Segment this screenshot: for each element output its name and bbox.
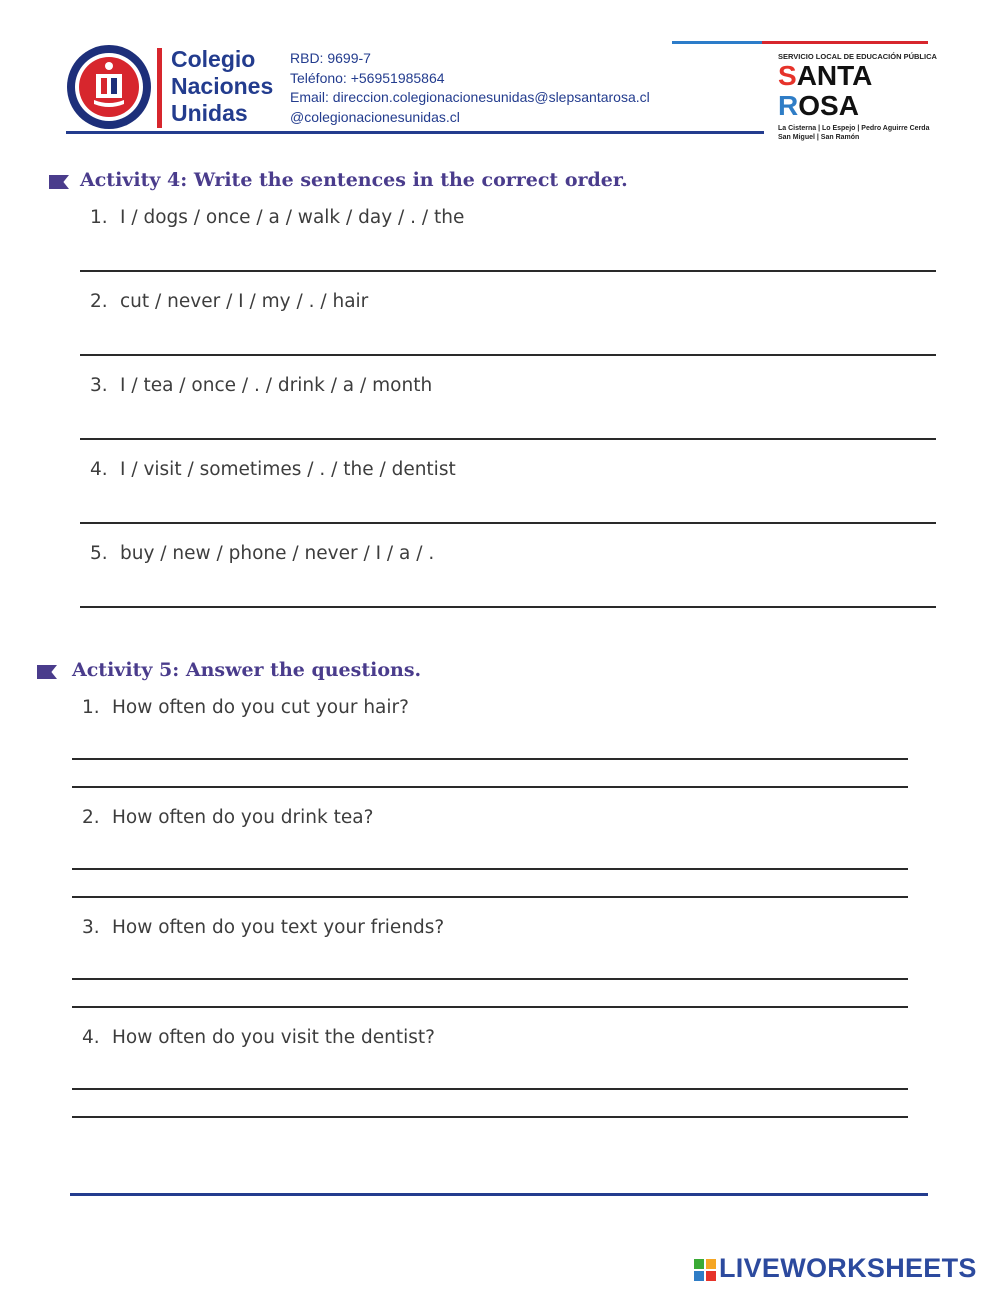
- activity-5-flag-icon: [37, 665, 57, 679]
- activity-4-title: Activity 4: Write the sentences in the correct order.: [80, 169, 628, 191]
- answer-line[interactable]: [72, 758, 908, 760]
- item-text: How often do you text your friends?: [112, 917, 445, 938]
- header-accent-line-blue: [672, 41, 762, 44]
- item-text: How often do you drink tea?: [112, 807, 374, 828]
- activity-4-item-2: [90, 291, 368, 312]
- item-number: 1.: [82, 697, 100, 718]
- item-number: 2.: [82, 807, 100, 828]
- activity-4-flag-icon: [49, 175, 69, 189]
- school-name-line-2: Naciones: [171, 73, 274, 99]
- activity-5-item-2: [82, 807, 373, 828]
- slep-towns-line-2: San Miguel | San Ramón: [778, 133, 860, 141]
- answer-line[interactable]: [80, 438, 936, 440]
- item-text: cut / never / I / my / . / hair: [120, 291, 369, 312]
- item-text: How often do you visit the dentist?: [112, 1027, 436, 1048]
- liveworksheets-brand[interactable]: LIVEWORKSHEETS: [719, 1253, 977, 1283]
- school-name-line-1: Colegio: [171, 46, 256, 72]
- header-accent-line-red: [762, 41, 928, 44]
- contact-rbd: RBD: 9699-7: [290, 50, 371, 66]
- answer-line[interactable]: [72, 1116, 908, 1118]
- answer-line[interactable]: [80, 354, 936, 356]
- answer-line[interactable]: [72, 786, 908, 788]
- footer-line: [70, 1193, 928, 1196]
- item-text: buy / new / phone / never / I / a / .: [120, 543, 435, 564]
- liveworksheets-logo-icon: [694, 1259, 716, 1281]
- activity-5-item-1: [82, 697, 409, 718]
- activity-4-item-5: [90, 543, 434, 564]
- contact-email: Email: direccion.colegionacionesunidas@slepsantarosa.cl: [290, 89, 650, 106]
- school-seal-logo: [66, 44, 152, 130]
- slep-towns: [778, 125, 929, 142]
- activity-4-item-4: [90, 459, 456, 480]
- item-number: 4.: [90, 459, 108, 480]
- answer-line[interactable]: [80, 522, 936, 524]
- item-number: 5.: [90, 543, 108, 564]
- activity-4-item-1: [90, 207, 464, 228]
- item-number: 1.: [90, 207, 108, 228]
- answer-line[interactable]: [72, 868, 908, 870]
- item-text: I / tea / once / . / drink / a / month: [120, 375, 433, 396]
- slep-letter-s: S: [778, 60, 797, 91]
- activity-4-item-3: [90, 375, 432, 396]
- answer-line[interactable]: [72, 1006, 908, 1008]
- slep-word-osa: OSA: [798, 90, 859, 121]
- header-red-divider: [157, 48, 162, 128]
- header-underline: [66, 131, 764, 134]
- slep-towns-line-1: La Cisterna | Lo Espejo | Pedro Aguirre Cerda: [778, 125, 930, 132]
- slep-logo-text: [778, 61, 872, 121]
- item-text: I / dogs / once / a / walk / day / . / the: [120, 207, 465, 228]
- answer-line[interactable]: [80, 270, 936, 272]
- answer-line[interactable]: [72, 1088, 908, 1090]
- item-text: How often do you cut your hair?: [112, 697, 409, 718]
- slep-letter-r: R: [778, 90, 799, 121]
- activity-5-item-4: [82, 1027, 435, 1048]
- activity-5-item-3: [82, 917, 444, 938]
- activity-5-title: Activity 5: Answer the questions.: [72, 659, 422, 681]
- answer-line[interactable]: [72, 978, 908, 980]
- answer-line[interactable]: [72, 896, 908, 898]
- contact-phone: Teléfono: +56951985864: [290, 69, 445, 86]
- slep-word-anta: ANTA: [796, 60, 873, 91]
- school-name: [171, 46, 273, 127]
- contact-info: [290, 49, 650, 128]
- item-number: 4.: [82, 1027, 100, 1048]
- item-number: 3.: [90, 375, 108, 396]
- item-number: 2.: [90, 291, 108, 312]
- school-name-line-3: Unidas: [171, 100, 248, 126]
- item-number: 3.: [82, 917, 100, 938]
- slep-label: SERVICIO LOCAL DE EDUCACIÓN PÚBLICA: [778, 52, 937, 61]
- item-text: I / visit / sometimes / . / the / dentist: [120, 459, 456, 480]
- answer-line[interactable]: [80, 606, 936, 608]
- contact-social: @colegionacionesunidas.cl: [290, 109, 460, 126]
